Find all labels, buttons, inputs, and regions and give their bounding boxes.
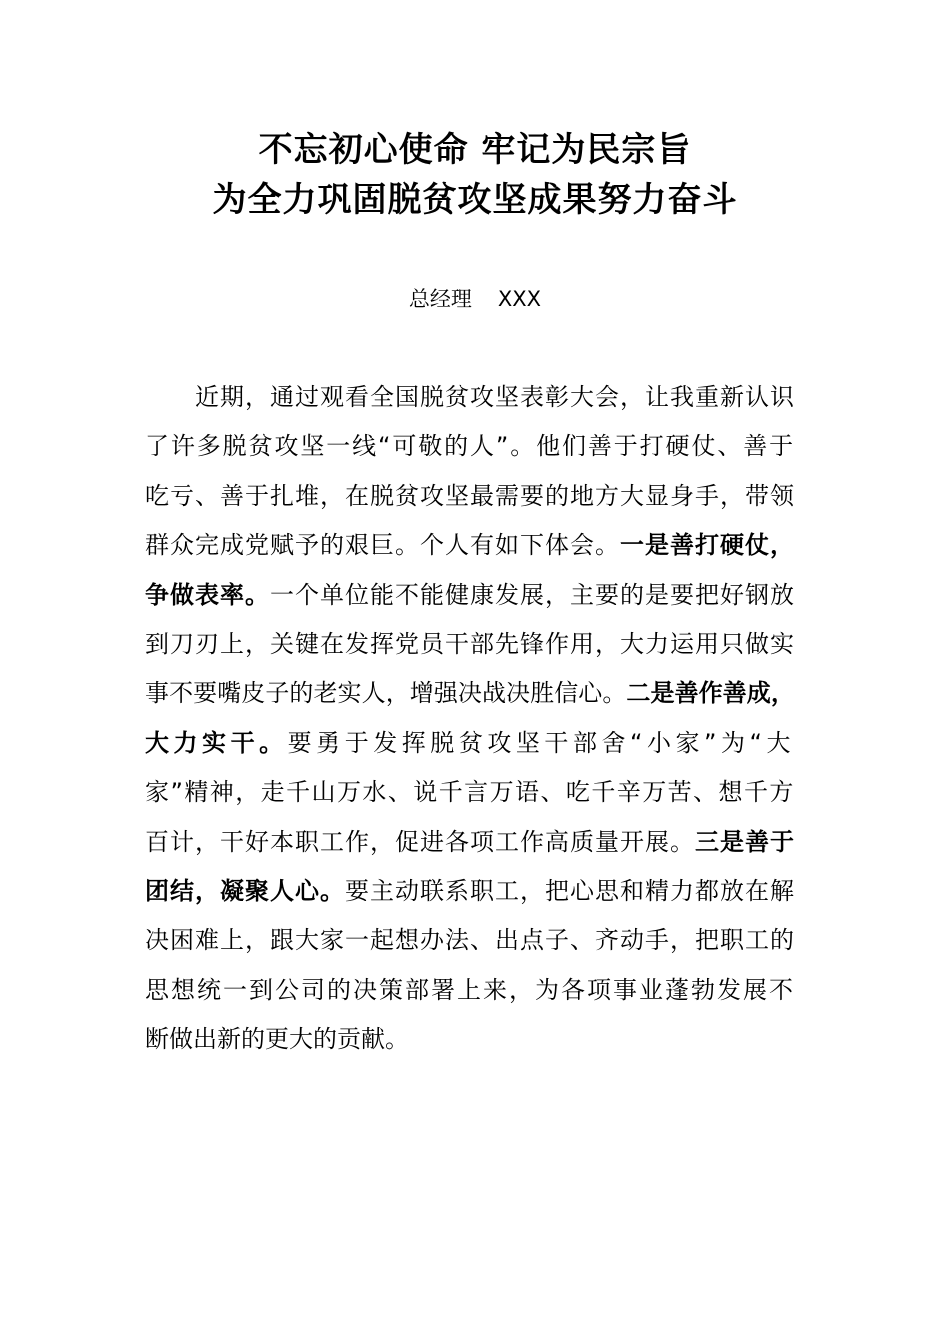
title-line-1: 不忘初心使命 牢记为民宗旨 xyxy=(258,130,692,170)
title-line-2: 为全力巩固脱贫攻坚成果努力奋斗 xyxy=(212,180,738,220)
author-role: 总经理 xyxy=(408,287,472,311)
paragraph-line xyxy=(145,727,795,759)
text-segment: 要勇于发挥脱贫攻坚干部舍“小家”为“大 xyxy=(287,728,796,757)
text-segment: 了许多脱贫攻坚一线“可敬的人”。他们善于打硬仗、善于 xyxy=(145,432,796,461)
text-segment: 群众完成党赋予的艰巨。个人有如下体会。 xyxy=(145,531,620,560)
paragraph-line xyxy=(145,480,795,512)
text-segment: 决困难上，跟大家一起想办法、出点子、齐动手，把职工的 xyxy=(145,926,795,955)
paragraph-line xyxy=(145,677,795,709)
text-segment: 事不要嘴皮子的老实人，增强决战决胜信心。 xyxy=(145,679,627,708)
bold-text-segment: 三是善于 xyxy=(695,827,795,856)
text-segment: 断做出新的更大的贡献。 xyxy=(145,1025,409,1054)
text-segment: 到刀刃上，关键在发挥党员干部先锋作用，大力运用只做实 xyxy=(145,630,795,658)
paragraph-line xyxy=(145,430,795,462)
bold-text-segment: 争做表率。 xyxy=(145,580,270,609)
paragraph-line xyxy=(145,628,795,660)
bold-text-segment: 二是善作善成， xyxy=(626,679,795,708)
text-segment: 要主动联系职工，把心思和精力都放在解 xyxy=(345,877,795,905)
bold-text-segment: 团结，凝聚人心。 xyxy=(145,877,345,905)
author-name: XXX xyxy=(497,287,542,311)
paragraph-line xyxy=(145,776,795,808)
bold-text-segment: 大力实干。 xyxy=(145,728,288,757)
paragraph-line xyxy=(145,1023,409,1055)
bold-text-segment: 一是善打硬仗， xyxy=(620,531,795,560)
paragraph-line xyxy=(145,529,795,561)
text-segment: 百计，干好本职工作，促进各项工作高质量开展。 xyxy=(145,827,695,856)
text-segment: 一个单位能不能健康发展，主要的是要把好钢放 xyxy=(270,580,795,609)
paragraph-line xyxy=(195,381,795,413)
text-segment: 思想统一到公司的决策部署上来，为各项事业蓬勃发展不 xyxy=(145,975,795,1004)
paragraph-line xyxy=(145,974,795,1006)
paragraph-line xyxy=(145,826,795,858)
author-line xyxy=(0,284,950,314)
paragraph-line xyxy=(145,875,795,907)
text-segment: 近期，通过观看全国脱贫攻坚表彰大会，让我重新认识 xyxy=(195,383,795,411)
paragraph-line xyxy=(145,924,795,956)
text-segment: 吃亏、善于扎堆，在脱贫攻坚最需要的地方大显身手，带领 xyxy=(145,481,795,510)
paragraph-line xyxy=(145,579,795,611)
text-segment: 家”精神，走千山万水、说千言万语、吃千辛万苦、想千方 xyxy=(145,778,795,807)
